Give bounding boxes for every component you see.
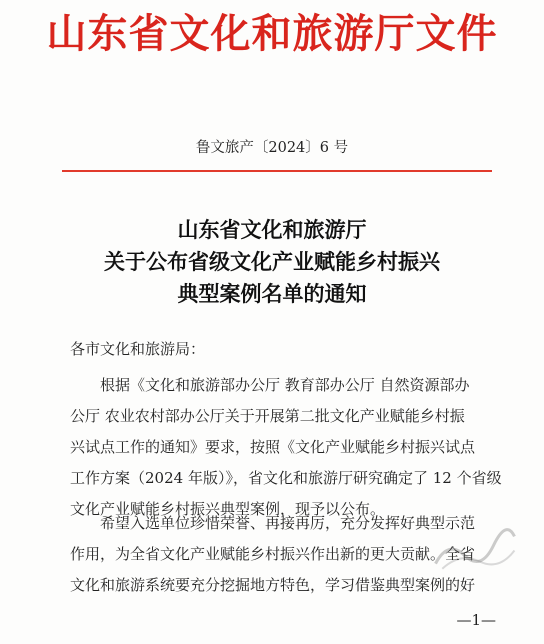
red-divider-rule [62,170,492,172]
notice-title-line: 典型案例名单的通知 [177,282,367,306]
paragraph-line: 公厅 农业农村部办公厅关于开展第二批文化产业赋能乡村振 [70,407,465,425]
paragraph-line: 工作方案（2024 年版）》，省文化和旅游厅研究确定了 12 个省级 [70,469,502,487]
paragraph-line: 文化和旅游系统要充分挖掘地方特色，学习借鉴典型案例的好 [70,576,476,594]
paragraph-line: 文化产业赋能乡村振兴典型案例，现予以公布。 [70,500,386,518]
issuer-header-title: 山东省文化和旅游厅文件 [46,10,498,57]
document-number: 鲁文旅产〔2024〕6 号 [195,140,349,156]
notice-title-line: 关于公布省级文化产业赋能乡村振兴 [104,250,440,274]
paragraph-line: 作用，为全省文化产业赋能乡村振兴作出新的更大贡献。全省 [70,545,476,563]
body-paragraph [70,508,520,601]
paragraph-line: 希望入选单位珍惜荣誉、再接再厉，充分发挥好典型示范 [100,514,476,532]
body-paragraph [70,370,520,525]
salutation: 各市文化和旅游局： [70,340,206,358]
page-number: —1— [456,611,496,629]
notice-title-line: 山东省文化和旅游厅 [177,218,367,242]
paragraph-line: 根据《文化和旅游部办公厅 教育部办公厅 自然资源部办 [100,376,470,394]
paragraph-line: 兴试点工作的通知》要求，按照《文化产业赋能乡村振兴试点 [70,438,476,456]
notice-title [0,214,544,310]
